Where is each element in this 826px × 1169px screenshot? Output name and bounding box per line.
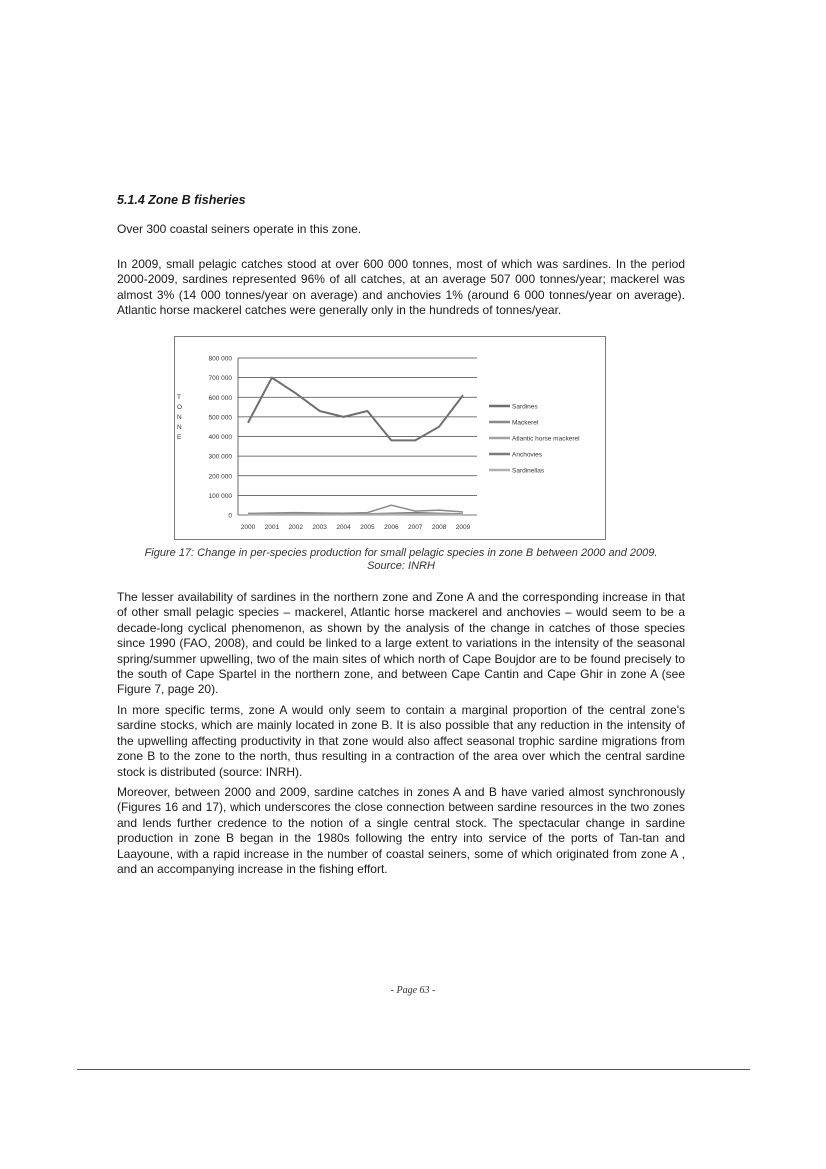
section-heading: 5.1.4 Zone B fisheries xyxy=(117,193,246,207)
figure-source: Source: INRH xyxy=(367,560,435,572)
y-axis-label-letter: O xyxy=(177,404,183,411)
x-tick-label: 2001 xyxy=(264,524,280,531)
series-line-sardinellas xyxy=(248,514,463,515)
x-tick-label: 2009 xyxy=(455,524,471,531)
series-line-sardines xyxy=(248,378,463,441)
legend-label: Sardinellas xyxy=(512,467,545,475)
y-tick-label: 400 000 xyxy=(208,434,232,441)
x-tick-label: 2007 xyxy=(407,524,423,531)
figure-17-chart xyxy=(174,336,606,540)
y-tick-label: 700 000 xyxy=(208,375,232,383)
y-axis-label-letter: N xyxy=(177,414,182,421)
y-axis-label-letter: E xyxy=(177,434,182,441)
paragraph-5: Moreover, between 2000 and 2009, sardine catches in zones A and B have varied almost synchronously (Figures 16 and 17), which underscores the close connection between sardine resources in the two zones and lends further credence to the notion of a single central stock. The spectacular change in sardine production in zone B began in the 1980s following the entry into service of the ports of Tan-tan and Laayoune, with a rapid increase in the number of coastal seiners, some of which originated from zone A , and an accompanying increase in the fishing effort. xyxy=(117,785,685,877)
line-chart xyxy=(175,337,605,539)
series-line-mackerel xyxy=(248,505,463,513)
y-tick-label: 100 000 xyxy=(208,492,232,500)
paragraph-3: The lesser availability of sardines in the northern zone and Zone A and the corresponding increase in that of other small pelagic species – mackerel, Atlantic horse mackerel and anchovies – would seem to be a decade-long cyclical phenomenon, as shown by the analysis of the change in catches of those species since 1990 (FAO, 2008), and could be linked to a large extent to variations in the intensity of the seasonal spring/summer upwelling, two of the main sites of which north of Cape Boujdor are to be found precisely to the south of Cape Spartel in the northern zone, and between Cape Cantin and Cape Ghir in zone A (see Figure 7, page 20). xyxy=(117,590,685,697)
y-tick-label: 600 000 xyxy=(208,394,232,402)
paragraph-4: In more specific terms, zone A would only seem to contain a marginal proportion of the central zone's sardine stocks, which are mainly located in zone B. It is also possible that any reduction in the intensity of the upwelling affecting productivity in that zone would also affect seasonal trophic sardine migrations from zone B to the zone to the north, thus resulting in a contraction of the area over which the central sardine stock is distributed (source: INRH). xyxy=(117,703,685,779)
x-tick-label: 2004 xyxy=(336,524,351,531)
y-axis-label-letter: T xyxy=(177,394,181,401)
x-tick-label: 2002 xyxy=(288,524,304,531)
paragraph-2: In 2009, small pelagic catches stood at over 600 000 tonnes, most of which was sardines. In the period 2000-2009, sardines represented 96% of all catches, at an average 507 000 tonnes/year; mackerel was almost 3% (14 000 tonnes/year on average) and anchovies 1% (around 6 000 tonnes/year on average). Atlantic horse mackerel catches were generally only in the hundreds of tonnes/year. xyxy=(117,257,685,318)
x-tick-label: 2008 xyxy=(431,524,447,531)
y-tick-label: 200 000 xyxy=(208,473,232,481)
y-tick-label: 800 000 xyxy=(208,355,232,363)
x-tick-label: 2005 xyxy=(360,524,375,531)
legend-label: Mackerel xyxy=(512,419,539,427)
y-tick-label: 300 000 xyxy=(208,453,232,461)
y-axis-label-letter: N xyxy=(177,424,182,431)
page-number: - Page 63 - xyxy=(390,985,436,996)
paragraph-1: Over 300 coastal seiners operate in this zone. xyxy=(117,222,362,236)
y-tick-label: 0 xyxy=(228,512,232,520)
figure-caption: Figure 17: Change in per-species production for small pelagic species in zone B between 2000 and 2009. xyxy=(144,547,658,559)
legend-label: Atlantic horse mackerel xyxy=(512,435,580,443)
legend-label: Anchovies xyxy=(512,451,542,459)
x-tick-label: 2003 xyxy=(312,524,327,531)
legend-label: Sardines xyxy=(512,403,538,411)
x-tick-label: 2006 xyxy=(384,524,399,531)
y-tick-label: 500 000 xyxy=(208,414,232,422)
footer-rule xyxy=(77,1069,750,1070)
x-tick-label: 2000 xyxy=(240,524,256,531)
